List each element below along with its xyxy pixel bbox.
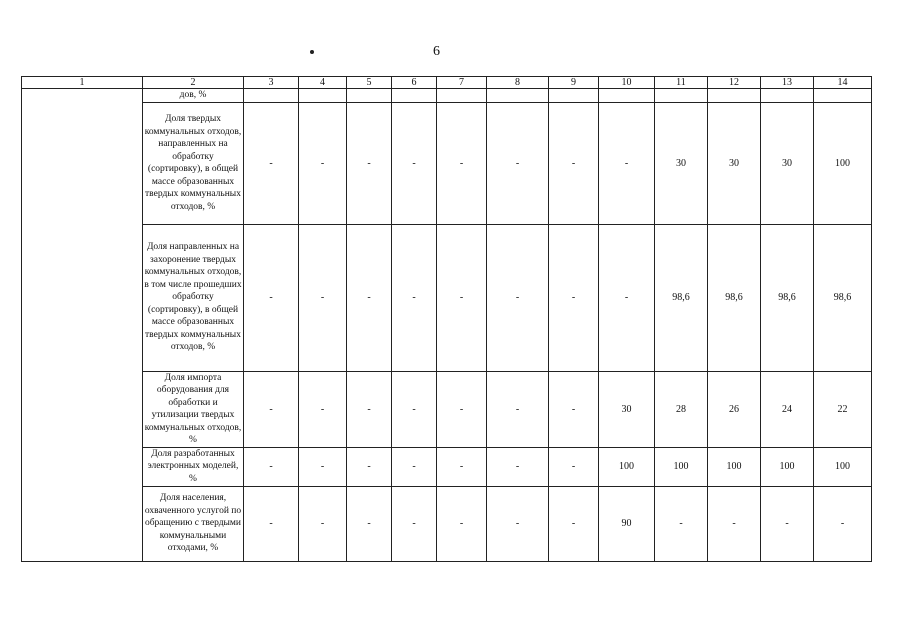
table-cell: 98,6	[814, 224, 872, 371]
table-cell: -	[347, 486, 392, 561]
table-cell: -	[299, 486, 347, 561]
table-cell: -	[437, 486, 487, 561]
table-cell: 30	[708, 102, 761, 224]
table-cell: -	[392, 486, 437, 561]
table-cell: -	[814, 486, 872, 561]
table-row	[22, 486, 872, 561]
table-cell: 30	[655, 102, 708, 224]
table-cell: -	[655, 486, 708, 561]
header-row	[22, 77, 872, 89]
table-cell: -	[437, 447, 487, 486]
column-header: 7	[437, 77, 487, 89]
table-cell: 90	[599, 486, 655, 561]
table-cell: 98,6	[708, 224, 761, 371]
table-cell: -	[549, 102, 599, 224]
table-cell: -	[392, 371, 437, 447]
table-cell: 24	[761, 371, 814, 447]
table-cell: -	[347, 447, 392, 486]
table-row	[22, 224, 872, 371]
table-cell: -	[487, 371, 549, 447]
table-cell: 100	[814, 447, 872, 486]
table-cell: -	[599, 102, 655, 224]
table-cell: -	[549, 371, 599, 447]
scan-artifact-dot	[310, 50, 314, 54]
table-cell: 30	[599, 371, 655, 447]
indicator-name: Доля направленных на захоронение твердых коммунальных отходов, в том числе прошедших обработку (сортировку), в общей массе образованных твердых коммунальных отходов, %	[143, 224, 244, 371]
table-cell: 30	[761, 102, 814, 224]
indicator-name: Доля разработанных электронных моделей, %	[143, 447, 244, 486]
column-header: 6	[392, 77, 437, 89]
table-cell: -	[244, 371, 299, 447]
indicator-name: Доля импорта оборудования для обработки и утилизации твердых коммунальных отходов, %	[143, 371, 244, 447]
column-header: 8	[487, 77, 549, 89]
table-cell: -	[549, 447, 599, 486]
continuation-text: дов, %	[143, 89, 244, 103]
continuation-row	[22, 89, 872, 103]
column-header: 3	[244, 77, 299, 89]
table-cell: -	[487, 447, 549, 486]
table-cell: -	[347, 224, 392, 371]
column-header: 10	[599, 77, 655, 89]
table-cell: -	[347, 371, 392, 447]
table-cell: -	[244, 447, 299, 486]
table-cell: 22	[814, 371, 872, 447]
column-header: 2	[143, 77, 244, 89]
column-header: 14	[814, 77, 872, 89]
table-cell: -	[761, 486, 814, 561]
table-cell: -	[437, 371, 487, 447]
table-cell: -	[708, 486, 761, 561]
column-header: 12	[708, 77, 761, 89]
table-cell: -	[487, 102, 549, 224]
table-cell: 98,6	[761, 224, 814, 371]
table-row	[22, 102, 872, 224]
table-cell: 100	[761, 447, 814, 486]
table-cell: 100	[708, 447, 761, 486]
column-header: 4	[299, 77, 347, 89]
table-cell: -	[299, 447, 347, 486]
indicator-name: Доля твердых коммунальных отходов, направленных на обработку (сортировку), в общей массе образованных твердых коммунальных отходов, %	[143, 102, 244, 224]
column-header: 5	[347, 77, 392, 89]
table-cell: 100	[814, 102, 872, 224]
table-cell: -	[599, 224, 655, 371]
table-row	[22, 371, 872, 447]
table-cell: -	[487, 486, 549, 561]
table-cell: 98,6	[655, 224, 708, 371]
table-cell: -	[549, 224, 599, 371]
column-header: 1	[22, 77, 143, 89]
table-cell: -	[392, 447, 437, 486]
page-number: 6	[433, 44, 440, 59]
table-cell: 100	[655, 447, 708, 486]
table-cell: -	[299, 371, 347, 447]
table-row	[22, 447, 872, 486]
table-cell: -	[392, 102, 437, 224]
table-cell: -	[437, 224, 487, 371]
indicator-table	[21, 76, 872, 562]
merged-first-column	[22, 89, 143, 562]
table-cell: -	[244, 486, 299, 561]
table-cell: -	[299, 224, 347, 371]
table-cell: 28	[655, 371, 708, 447]
column-header: 13	[761, 77, 814, 89]
table-cell: -	[299, 102, 347, 224]
table-cell: -	[487, 224, 549, 371]
table-cell: 100	[599, 447, 655, 486]
table-cell: -	[244, 102, 299, 224]
column-header: 11	[655, 77, 708, 89]
column-header: 9	[549, 77, 599, 89]
table-cell: 26	[708, 371, 761, 447]
table-cell: -	[437, 102, 487, 224]
indicator-name: Доля населения, охваченного услугой по обращению с твердыми коммунальными отходами, %	[143, 486, 244, 561]
table-cell: -	[347, 102, 392, 224]
table-cell: -	[549, 486, 599, 561]
table-cell: -	[392, 224, 437, 371]
table-cell: -	[244, 224, 299, 371]
